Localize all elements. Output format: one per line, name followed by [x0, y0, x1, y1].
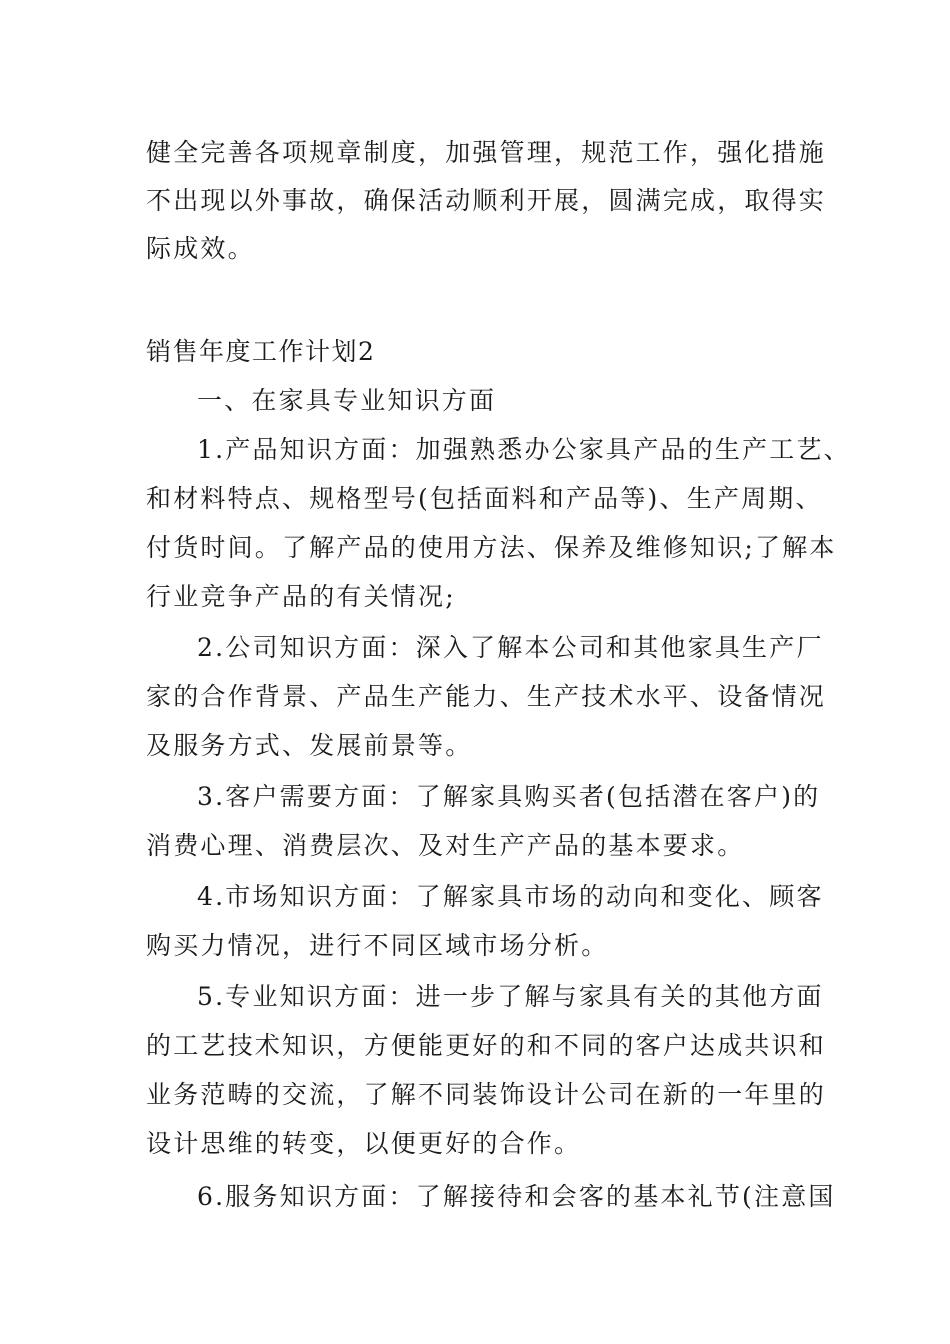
item-2-line-1: 2.公司知识方面：深入了解本公司和其他家具生产厂 [197, 633, 824, 662]
item-5-line-3: 业务范畴的交流，了解不同装饰设计公司在新的一年里的 [146, 1080, 827, 1109]
item-4-line-1: 4.市场知识方面：了解家具市场的动向和变化、顾客 [197, 882, 824, 911]
item-2-line-3: 及服务方式、发展前景等。 [146, 731, 473, 760]
intro-line-3: 际成效。 [146, 234, 255, 263]
item-6-line-1: 6.服务知识方面：了解接待和会客的基本礼节(注意国 [197, 1182, 836, 1211]
item-5-line-4: 设计思维的转变，以便更好的合作。 [146, 1129, 582, 1158]
intro-line-1: 健全完善各项规章制度，加强管理，规范工作，强化措施 [146, 138, 827, 167]
item-2-line-2: 家的合作背景、产品生产能力、生产技术水平、设备情况 [146, 682, 827, 711]
item-3-line-1: 3.客户需要方面：了解家具购买者(包括潜在客户)的 [197, 782, 821, 811]
item-1-line-3: 付货时间。了解产品的使用方法、保养及维修知识;了解本 [146, 533, 837, 562]
section-title: 销售年度工作计划2 [146, 337, 376, 366]
item-1-line-2: 和材料特点、规格型号(包括面料和产品等)、生产周期、 [146, 484, 823, 513]
item-5-line-2: 的工艺技术知识，方便能更好的和不同的客户达成共识和 [146, 1031, 827, 1060]
item-1-line-1: 1.产品知识方面：加强熟悉办公家具产品的生产工艺、 [197, 435, 851, 464]
item-4-line-2: 购买力情况，进行不同区域市场分析。 [146, 931, 609, 960]
item-3-line-2: 消费心理、消费层次、及对生产产品的基本要求。 [146, 831, 745, 860]
item-1-line-4: 行业竞争产品的有关情况; [146, 582, 456, 611]
intro-line-2: 不出现以外事故，确保活动顺利开展，圆满完成，取得实 [146, 186, 827, 215]
item-5-line-1: 5.专业知识方面：进一步了解与家具有关的其他方面 [197, 982, 824, 1011]
subheading: 一、在家具专业知识方面 [197, 386, 497, 415]
